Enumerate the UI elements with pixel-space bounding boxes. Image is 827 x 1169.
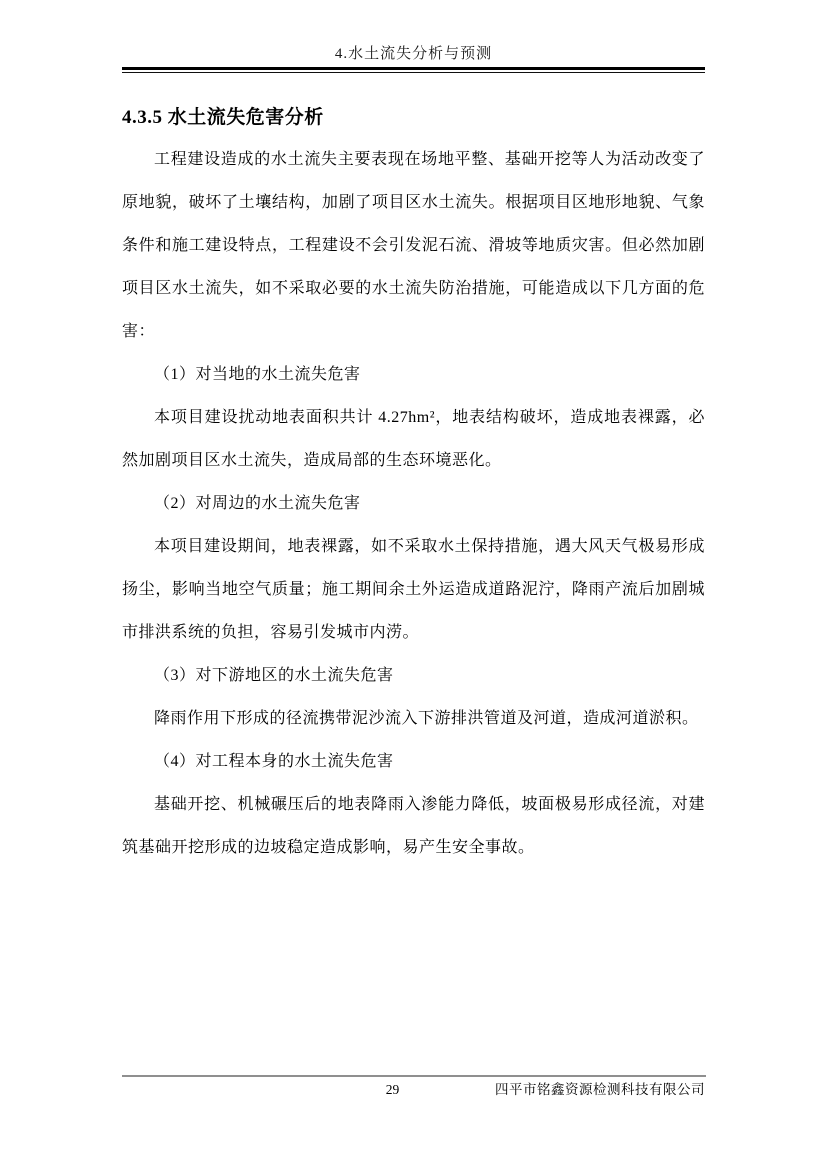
list-item-2-body: 本项目建设期间，地表裸露，如不采取水土保持措施，遇大风天气极易形成扬尘，影响当地空气质量；施工期间余土外运造成道路泥泞，降雨产流后加剧城市排洪系统的负担，容易引发城市内涝。 xyxy=(122,538,705,641)
paragraph-intro: 工程建设造成的水土流失主要表现在场地平整、基础开挖等人为活动改变了原地貌，破坏了土壤结构，加剧了项目区水土流失。根据项目区地形地貌、气象条件和施工建设特点，工程建设不会引发泥石流、滑坡等地质灾害。但必然加剧项目区水土流失，如不采取必要的水土流失防治措施，可能造成以下几方面的危害： xyxy=(122,151,705,340)
list-item-4-body: 基础开挖、机械碾压后的地表降雨入渗能力降低，坡面极易形成径流，对建筑基础开挖形成的边坡稳定造成影响，易产生安全事故。 xyxy=(122,796,705,856)
list-item-1-body: 本项目建设扰动地表面积共计 4.27hm²，地表结构破坏，造成地表裸露，必然加剧项目区水土流失，造成局部的生态环境恶化。 xyxy=(122,409,705,469)
list-item-3-body: 降雨作用下形成的径流携带泥沙流入下游排洪管道及河道，造成河道淤积。 xyxy=(154,710,699,727)
document-body xyxy=(122,104,705,869)
list-item-2-heading: （2）对周边的水土流失危害 xyxy=(154,495,361,512)
header-double-rule xyxy=(122,67,705,73)
section-heading: 4.3.5 水土流失危害分析 xyxy=(122,107,324,128)
running-header-title: 4.水土流失分析与预测 xyxy=(334,46,493,62)
running-footer xyxy=(122,1081,705,1101)
list-item-1-heading: （1）对当地的水土流失危害 xyxy=(154,366,361,383)
footer-rule xyxy=(122,1075,706,1077)
page-number: 29 xyxy=(385,1082,400,1097)
list-item-4-heading: （4）对工程本身的水土流失危害 xyxy=(154,753,394,770)
list-item-3-heading: （3）对下游地区的水土流失危害 xyxy=(154,667,394,684)
footer-company-name: 四平市铭鑫资源检测科技有限公司 xyxy=(495,1082,705,1097)
